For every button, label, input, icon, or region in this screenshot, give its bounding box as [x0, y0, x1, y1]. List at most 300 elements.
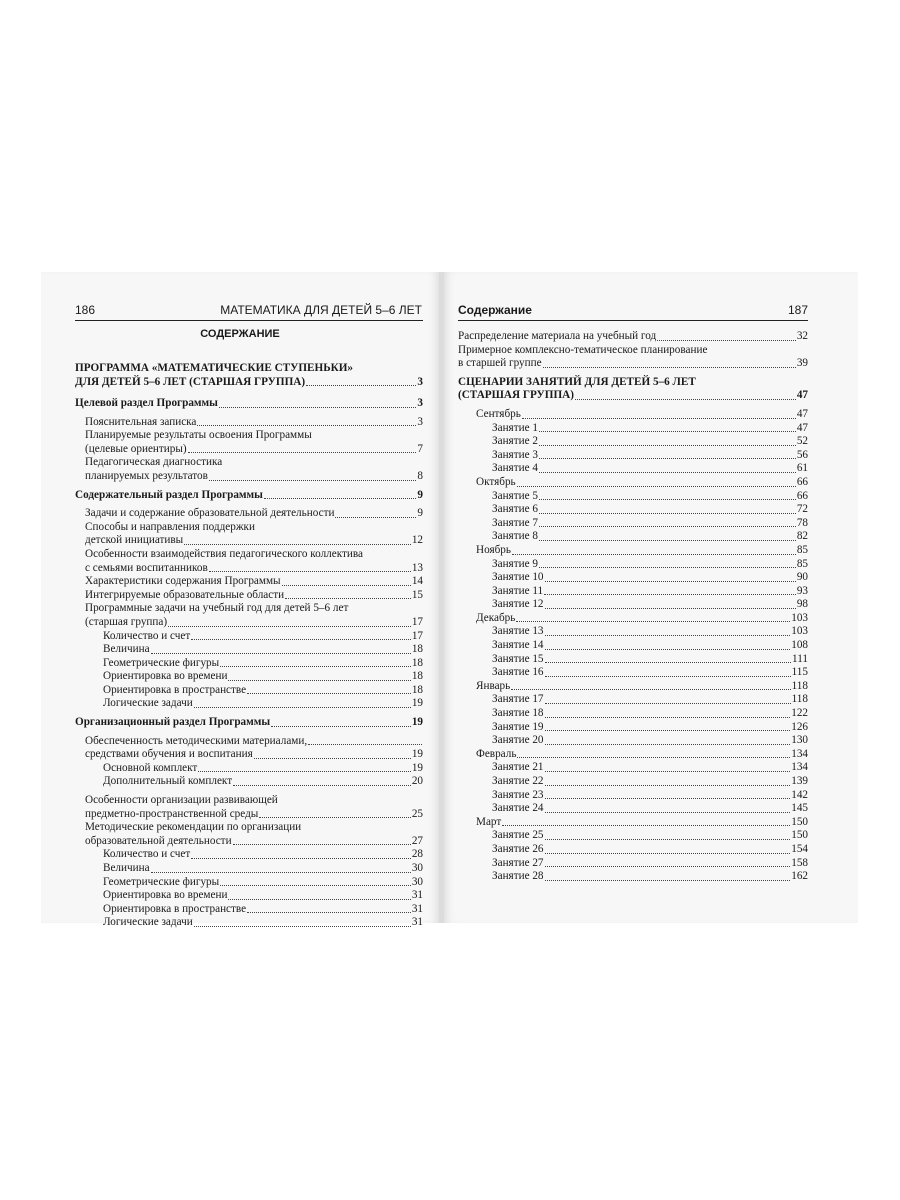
toc-entry-title: Занятие 4	[492, 462, 538, 475]
leader-dots	[512, 554, 796, 555]
leader-dots	[545, 608, 796, 609]
toc-entry-title: Характеристики содержания Программы	[85, 575, 281, 588]
toc-entry-title: Занятие 27	[492, 856, 544, 869]
toc-entry	[458, 476, 808, 490]
leader-dots	[517, 486, 796, 487]
toc-entry	[458, 503, 808, 517]
toc-entry	[75, 489, 423, 503]
leader-dots	[539, 540, 796, 541]
toc-entry	[75, 589, 423, 603]
toc-entry-title: (целевые ориентиры)	[85, 442, 187, 455]
toc-entry	[75, 848, 423, 862]
toc-entry	[458, 530, 808, 544]
toc-entry-title: Педагогическая диагностика	[85, 456, 223, 469]
toc-entry-title: Январь	[476, 679, 511, 692]
leader-dots	[209, 480, 416, 481]
leader-dots	[306, 385, 416, 386]
leader-dots	[282, 585, 411, 586]
toc-page-number: 61	[796, 462, 808, 475]
toc-page-number: 90	[796, 571, 808, 584]
toc-entry-title: Обеспеченность методическими материалами,	[85, 734, 308, 747]
leader-dots	[209, 571, 411, 572]
leader-dots	[168, 626, 411, 627]
toc-entry	[458, 802, 808, 816]
toc-entry	[458, 422, 808, 436]
toc-entry-title: Ориентировка во времени	[103, 670, 228, 683]
toc-page-number: 47	[796, 421, 808, 434]
toc-entry	[75, 916, 423, 930]
toc-entry-title: средствами обучения и воспитания	[85, 748, 253, 761]
toc-page-number: 20	[411, 775, 423, 788]
toc-entry	[75, 602, 423, 616]
right-running-title: Содержание	[458, 303, 532, 317]
leader-dots	[545, 744, 791, 745]
leader-dots	[545, 812, 791, 813]
toc-entry-title: Занятие 25	[492, 829, 544, 842]
toc-entry-title: Занятие 26	[492, 842, 544, 855]
toc-page-number: 19	[411, 748, 423, 761]
leader-dots	[575, 399, 796, 400]
toc-entry	[75, 808, 423, 822]
toc-entry	[458, 490, 808, 504]
right-toc-list	[458, 330, 808, 884]
toc-entry	[75, 716, 423, 730]
toc-entry-title: Декабрь	[476, 611, 516, 624]
toc-entry	[75, 521, 423, 535]
toc-page-number: 31	[411, 889, 423, 902]
toc-entry-title: Занятие 17	[492, 693, 544, 706]
leader-dots	[539, 431, 796, 432]
toc-page-number: 15	[411, 588, 423, 601]
leader-dots	[545, 798, 791, 799]
toc-entry-title: Занятие 13	[492, 625, 544, 638]
toc-entry-title: Занятие 21	[492, 761, 544, 774]
leader-dots	[502, 825, 790, 826]
toc-entry-title: Занятие 3	[492, 448, 538, 461]
toc-page-number: 130	[791, 734, 808, 747]
leader-dots	[545, 880, 791, 881]
toc-entry	[75, 616, 423, 630]
toc-entry	[458, 389, 808, 403]
leader-dots	[657, 340, 796, 341]
leader-dots	[539, 445, 796, 446]
toc-page-number: 126	[791, 720, 808, 733]
left-page-number: 186	[75, 303, 96, 317]
leader-dots	[545, 853, 791, 854]
toc-page-number: 145	[791, 802, 808, 815]
toc-entry-title: Занятие 12	[492, 598, 544, 611]
toc-entry	[75, 794, 423, 808]
toc-page-number: 85	[796, 557, 808, 570]
toc-page-number: 17	[411, 629, 423, 642]
toc-entry	[75, 775, 423, 789]
toc-entry	[458, 344, 808, 358]
leader-dots	[194, 926, 411, 927]
leader-dots	[544, 594, 796, 595]
toc-entry	[458, 789, 808, 803]
toc-page-number: 47	[796, 389, 808, 402]
toc-page-number: 162	[791, 870, 808, 883]
toc-entry-title: Программные задачи на учебный год для детей 5–6 лет	[85, 602, 349, 615]
toc-page-number: 25	[411, 807, 423, 820]
toc-page-number: 18	[411, 643, 423, 656]
toc-entry-title: Ориентировка в пространстве	[103, 683, 247, 696]
toc-entry	[458, 653, 808, 667]
toc-page-number: 31	[411, 902, 423, 915]
toc-page-number: 19	[411, 761, 423, 774]
toc-page-number: 111	[792, 652, 808, 665]
toc-entry-title: Занятие 15	[492, 652, 544, 665]
toc-entry-title: Особенности взаимодействия педагогического коллектива	[85, 547, 363, 560]
toc-entry	[458, 517, 808, 531]
toc-entry-title: Особенности организации развивающей	[85, 794, 278, 807]
toc-entry-title: Количество и счет	[103, 848, 191, 861]
right-page	[444, 272, 858, 923]
leader-dots	[198, 771, 411, 772]
leader-dots	[545, 635, 791, 636]
right-page-number: 187	[787, 303, 808, 317]
toc-page-number: 85	[796, 543, 808, 556]
toc-entry	[75, 876, 423, 890]
toc-entry	[458, 625, 808, 639]
toc-page-number: 18	[411, 683, 423, 696]
toc-entry	[458, 357, 808, 371]
toc-entry-title: в старшей группе	[458, 357, 542, 370]
program-title-line1: ПРОГРАММА «МАТЕМАТИЧЕСКИЕ СТУПЕНЬКИ»	[75, 362, 354, 374]
leader-dots	[545, 785, 791, 786]
toc-entry	[75, 429, 423, 443]
toc-entry	[75, 735, 423, 749]
toc-entry-title: Занятие 2	[492, 435, 538, 448]
toc-entry	[458, 857, 808, 871]
toc-page-number: 66	[796, 489, 808, 502]
toc-entry	[458, 734, 808, 748]
toc-entry	[458, 816, 808, 830]
toc-entry-title: детской инициативы	[85, 534, 184, 547]
leader-dots	[545, 649, 791, 650]
leader-dots	[308, 744, 422, 745]
toc-entry-title: Занятие 23	[492, 788, 544, 801]
toc-entry	[458, 449, 808, 463]
toc-entry	[75, 670, 423, 684]
toc-entry-title: Занятие 9	[492, 557, 538, 570]
toc-entry-title: Ориентировка во времени	[103, 889, 228, 902]
toc-entry-title: Октябрь	[476, 475, 516, 488]
leader-dots	[545, 703, 791, 704]
toc-entry	[75, 575, 423, 589]
toc-entry	[458, 435, 808, 449]
leader-dots	[539, 458, 796, 459]
toc-entry	[458, 612, 808, 626]
toc-entry-title: Примерное комплексно-тематическое планирование	[458, 343, 708, 356]
toc-entry-title: Занятие 14	[492, 639, 544, 652]
toc-entry-title: Занятие 1	[492, 421, 538, 434]
toc-entry-title: образовательной деятельности	[85, 834, 232, 847]
toc-page-number: 27	[411, 834, 423, 847]
toc-page-number: 14	[411, 575, 423, 588]
toc-entry	[458, 721, 808, 735]
leader-dots	[522, 418, 796, 419]
toc-entry	[75, 684, 423, 698]
toc-entry-title: Занятие 5	[492, 489, 538, 502]
leader-dots	[259, 817, 411, 818]
toc-entry-title: Занятие 19	[492, 720, 544, 733]
toc-entry	[75, 507, 423, 521]
toc-page-number: 134	[791, 761, 808, 774]
toc-entry	[75, 835, 423, 849]
leader-dots	[539, 526, 796, 527]
toc-entry	[458, 775, 808, 789]
toc-page-number: 19	[411, 697, 423, 710]
toc-entry	[458, 462, 808, 476]
toc-page-number: 18	[411, 670, 423, 683]
toc-entry	[458, 408, 808, 422]
toc-entry-title: Ноябрь	[476, 543, 511, 556]
toc-entry	[75, 456, 423, 470]
toc-entry-title: Занятие 16	[492, 666, 544, 679]
toc-page-number: 19	[411, 716, 423, 729]
toc-entry	[458, 843, 808, 857]
toc-entry-title: Ориентировка в пространстве	[103, 902, 247, 915]
toc-entry	[458, 330, 808, 344]
leader-dots	[188, 452, 417, 453]
toc-entry-title: Занятие 6	[492, 503, 538, 516]
left-toc-list	[75, 392, 423, 930]
toc-entry	[458, 761, 808, 775]
toc-page-number: 56	[796, 448, 808, 461]
toc-page-number: 28	[411, 848, 423, 861]
leader-dots	[233, 844, 411, 845]
toc-page-number: 103	[791, 625, 808, 638]
toc-page-number: 18	[411, 656, 423, 669]
left-header-rule	[75, 320, 423, 321]
toc-entry	[75, 762, 423, 776]
toc-entry-title: Занятие 8	[492, 530, 538, 543]
leader-dots	[194, 707, 411, 708]
toc-page-number: 39	[796, 357, 808, 370]
toc-entry-title: Интегрируемые образовательные области	[85, 588, 285, 601]
toc-entry-title: планируемых результатов	[85, 469, 208, 482]
toc-page-number: 7	[417, 442, 423, 455]
leader-dots	[219, 407, 416, 408]
leader-dots	[247, 693, 411, 694]
toc-entry-title: Геометрические фигуры	[103, 656, 220, 669]
toc-entry-title: Величина	[103, 643, 150, 656]
toc-page-number: 17	[411, 615, 423, 628]
toc-entry-title: Содержательный раздел Программы	[75, 488, 263, 501]
toc-entry	[75, 643, 423, 657]
toc-entry-title: Дополнительный комплект	[103, 775, 233, 788]
toc-page-number: 150	[791, 815, 808, 828]
leader-dots	[335, 517, 416, 518]
leader-dots	[285, 598, 411, 599]
toc-entry-title: Распределение материала на учебный год	[458, 330, 657, 342]
toc-page-number: 47	[796, 407, 808, 420]
toc-entry	[458, 376, 808, 390]
leader-dots	[151, 653, 411, 654]
left-toc	[75, 362, 423, 389]
toc-page-number: 93	[796, 584, 808, 597]
leader-dots	[220, 885, 411, 886]
toc-entry-title: Геометрические фигуры	[103, 875, 220, 888]
toc-entry	[75, 862, 423, 876]
right-header-rule	[458, 320, 808, 321]
toc-entry	[75, 376, 423, 390]
toc-entry	[458, 544, 808, 558]
toc-page-number: 158	[791, 856, 808, 869]
toc-page-number: 82	[796, 530, 808, 543]
toc-entry	[75, 562, 423, 576]
toc-page-number: 9	[417, 507, 423, 520]
toc-page-number: 108	[791, 639, 808, 652]
toc-page-number: 9	[417, 488, 423, 501]
leader-dots	[543, 367, 796, 368]
toc-entry	[75, 903, 423, 917]
toc-entry-title: Количество и счет	[103, 629, 191, 642]
toc-entry-title: с семьями воспитанников	[85, 561, 208, 574]
toc-entry	[458, 748, 808, 762]
leader-dots	[539, 567, 796, 568]
toc-entry	[75, 416, 423, 430]
toc-entry	[458, 571, 808, 585]
toc-entry-title: Занятие 18	[492, 707, 544, 720]
toc-page-number: 3	[417, 375, 423, 388]
leader-dots	[539, 472, 796, 473]
toc-page-number: 142	[791, 788, 808, 801]
toc-entry	[75, 630, 423, 644]
toc-entry-title: Занятие 28	[492, 870, 544, 883]
toc-entry	[75, 397, 423, 411]
toc-entry	[75, 889, 423, 903]
toc-entry	[458, 707, 808, 721]
toc-page-number: 118	[791, 679, 808, 692]
toc-page-number: 98	[796, 598, 808, 611]
toc-entry-title: Методические рекомендации по организации	[85, 821, 302, 834]
leader-dots	[545, 839, 791, 840]
toc-entry-title: Логические задачи	[103, 697, 193, 710]
toc-entry	[458, 558, 808, 572]
toc-page-number: 12	[411, 534, 423, 547]
toc-entry-title: Логические задачи	[103, 916, 193, 929]
leader-dots	[220, 666, 411, 667]
toc-page-number: 31	[411, 916, 423, 929]
leader-dots	[545, 717, 791, 718]
leader-dots	[545, 581, 796, 582]
toc-entry	[75, 548, 423, 562]
toc-entry-title: Величина	[103, 862, 150, 874]
leader-dots	[233, 785, 411, 786]
leader-dots	[545, 662, 792, 663]
leader-dots	[151, 872, 411, 873]
left-page	[41, 272, 439, 929]
toc-entry	[458, 598, 808, 612]
toc-page-number: 66	[796, 475, 808, 488]
toc-entry-title: Занятие 20	[492, 734, 544, 747]
toc-entry-title: Занятие 22	[492, 775, 544, 787]
toc-entry-title: Сентябрь	[476, 407, 521, 420]
leader-dots	[184, 544, 411, 545]
toc-entry	[458, 639, 808, 653]
toc-entry	[458, 829, 808, 843]
contents-heading: СОДЕРЖАНИЕ	[200, 328, 280, 340]
toc-entry	[458, 585, 808, 599]
toc-entry-title: предметно-пространственной среды	[85, 807, 259, 820]
leader-dots	[197, 425, 416, 426]
left-running-title: МАТЕМАТИКА ДЛЯ ДЕТЕЙ 5–6 ЛЕТ	[220, 303, 422, 317]
leader-dots	[264, 498, 417, 499]
toc-page-number: 3	[417, 415, 423, 428]
toc-entry-title: СЦЕНАРИИ ЗАНЯТИЙ ДЛЯ ДЕТЕЙ 5–6 ЛЕТ	[458, 375, 696, 388]
toc-page-number: 134	[791, 747, 808, 760]
toc-entry	[75, 657, 423, 671]
leader-dots	[545, 771, 791, 772]
toc-entry-title: Способы и направления поддержки	[85, 520, 255, 533]
leader-dots	[545, 730, 791, 731]
toc-page-number: 30	[411, 875, 423, 888]
toc-entry-title: Февраль	[476, 747, 517, 760]
toc-entry	[75, 821, 423, 835]
toc-entry	[458, 680, 808, 694]
program-title-line2: ДЛЯ ДЕТЕЙ 5–6 ЛЕТ (СТАРШАЯ ГРУППА)	[75, 375, 306, 388]
toc-entry	[458, 666, 808, 680]
toc-page-number: 52	[796, 435, 808, 448]
toc-entry	[75, 748, 423, 762]
toc-entry-title: (старшая группа)	[85, 615, 168, 628]
toc-entry-title: (СТАРШАЯ ГРУППА)	[458, 389, 574, 402]
leader-dots	[545, 676, 791, 677]
leader-dots	[228, 680, 410, 681]
toc-entry-title: Занятие 7	[492, 516, 538, 529]
toc-entry-title: Целевой раздел Программы	[75, 397, 218, 409]
toc-entry-title: Занятие 11	[492, 584, 544, 597]
toc-page-number: 154	[791, 842, 808, 855]
leader-dots	[271, 726, 411, 727]
leader-dots	[191, 858, 411, 859]
toc-page-number: 115	[791, 666, 808, 679]
toc-entry-title: Занятие 24	[492, 802, 544, 815]
toc-entry	[458, 870, 808, 884]
leader-dots	[545, 866, 791, 867]
leader-dots	[539, 499, 796, 500]
toc-entry-title: Планируемые результаты освоения Программы	[85, 429, 312, 442]
toc-entry	[458, 693, 808, 707]
toc-page-number: 150	[791, 829, 808, 842]
toc-entry	[75, 534, 423, 548]
toc-page-number: 78	[796, 516, 808, 529]
toc-page-number: 13	[411, 561, 423, 574]
toc-page-number: 103	[791, 611, 808, 624]
toc-entry-title: Март	[476, 815, 502, 828]
toc-entry-title: Основной комплект	[103, 761, 198, 774]
toc-page-number: 118	[791, 693, 808, 706]
toc-entry-title: Пояснительная записка	[85, 415, 197, 428]
toc-entry	[75, 443, 423, 457]
leader-dots	[191, 639, 411, 640]
toc-entry-title: Занятие 10	[492, 571, 544, 584]
toc-page-number: 32	[796, 330, 808, 342]
leader-dots	[511, 689, 790, 690]
leader-dots	[228, 899, 410, 900]
toc-page-number: 30	[411, 862, 423, 874]
toc-entry	[75, 697, 423, 711]
toc-page-number: 139	[791, 775, 808, 787]
toc-entry-title: Задачи и содержание образовательной деятельности	[85, 507, 335, 520]
leader-dots	[247, 912, 411, 913]
leader-dots	[539, 513, 796, 514]
toc-page-number: 72	[796, 503, 808, 516]
leader-dots	[254, 758, 411, 759]
toc-page-number: 8	[417, 469, 423, 482]
